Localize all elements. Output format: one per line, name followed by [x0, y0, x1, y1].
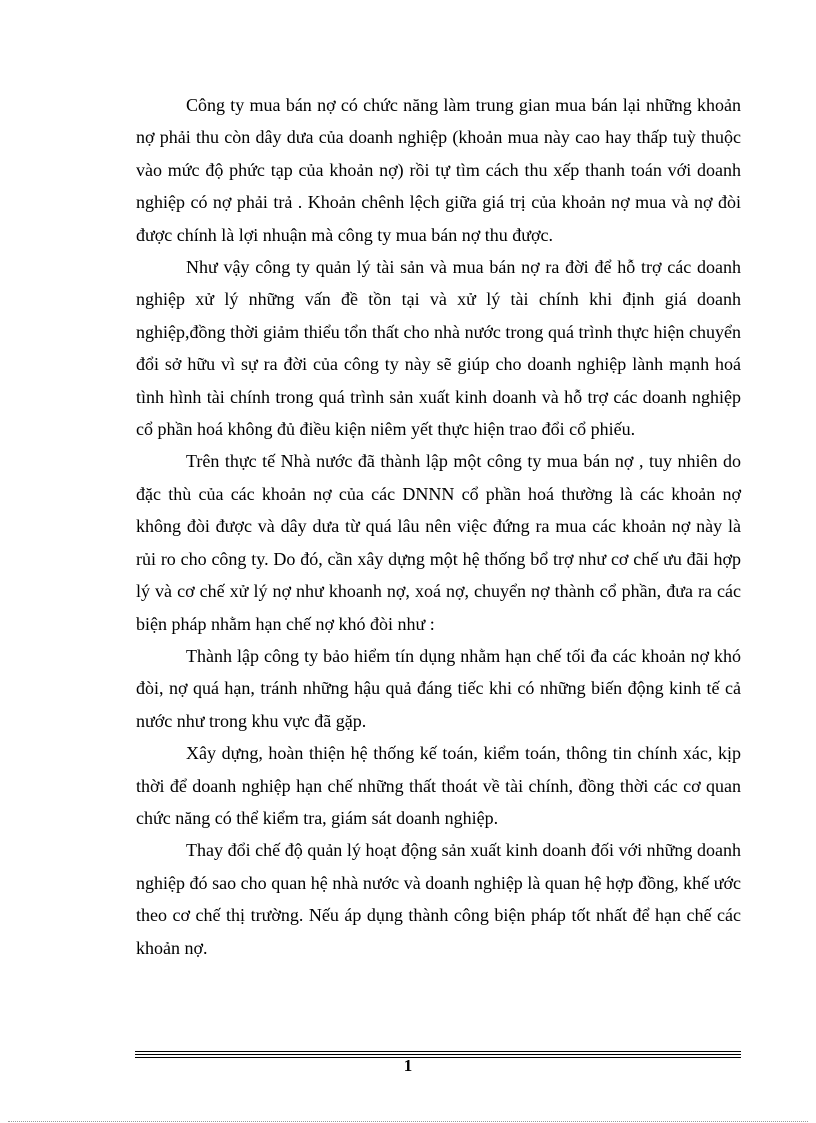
footer-rule-top: [135, 1051, 741, 1052]
page-number: 1: [403, 1056, 413, 1075]
paragraph-2: Như vậy công ty quản lý tài sản và mua bán nợ ra đời để hỗ trợ các doanh nghiệp xử lý những vấn đề tồn tại và xử lý tài chính khi định giá doanh nghiệp,đồng thời giảm thiểu tổn thất cho nhà nước trong quá trình thực hiện chuyển đổi sở hữu vì sự ra đời của công ty này sẽ giúp cho doanh nghiệp lành mạnh hoá tình hình tài chính trong quá trình sản xuất kinh doanh và hỗ trợ các doanh nghiệp cổ phần hoá không đủ điều kiện niêm yết thực hiện trao đổi cổ phiếu.: [136, 257, 741, 440]
paragraph-3: Trên thực tế Nhà nước đã thành lập một công ty mua bán nợ , tuy nhiên do đặc thù của các khoản nợ của các DNNN cổ phần hoá thường là các khoản nợ không đòi được và dây dưa từ quá lâu nên việc đứng ra mua các khoản nợ này là rủi ro cho công ty. Do đó, cần xây dựng một hệ thống bổ trợ như cơ chế ưu đãi hợp lý và cơ chế xử lý nợ như khoanh nợ, xoá nợ, chuyển nợ thành cổ phần, đưa ra các biện pháp nhằm hạn chế nợ khó đòi như :: [136, 451, 741, 634]
paragraph-1: Công ty mua bán nợ có chức năng làm trung gian mua bán lại những khoản nợ phải thu còn dây dưa của doanh nghiệp (khoản mua này cao hay thấp tuỳ thuộc vào mức độ phức tạp của khoản nợ) rồi tự tìm cách thu xếp thanh toán với doanh nghiệp có nợ phải trả . Khoản chênh lệch giữa giá trị của khoản nợ mua và nợ đòi được chính là lợi nhuận mà công ty mua bán nợ thu được.: [136, 95, 741, 245]
page-edge-divider: [8, 1121, 808, 1122]
body-text: [136, 89, 741, 964]
paragraph-5: Xây dựng, hoàn thiện hệ thống kế toán, kiểm toán, thông tin chính xác, kịp thời để doanh nghiệp hạn chế những thất thoát về tài chính, đồng thời các cơ quan chức năng có thể kiểm tra, giám sát doanh nghiệp.: [136, 743, 741, 828]
footer-rule-middle: [135, 1054, 741, 1055]
paragraph-4: Thành lập công ty bảo hiểm tín dụng nhằm hạn chế tối đa các khoản nợ khó đòi, nợ quá hạn, tránh những hậu quả đáng tiếc khi có những biến động kinh tế cả nước như trong khu vực đã gặp.: [136, 645, 741, 731]
paragraph-6: Thay đổi chế độ quản lý hoạt động sản xuất kinh doanh đối với những doanh nghiệp đó sao cho quan hệ nhà nước và doanh nghiệp là quan hệ hợp đồng, khế ước theo cơ chế thị trường. Nếu áp dụng thành công biện pháp tốt nhất để hạn chế các khoản nợ.: [136, 840, 741, 958]
